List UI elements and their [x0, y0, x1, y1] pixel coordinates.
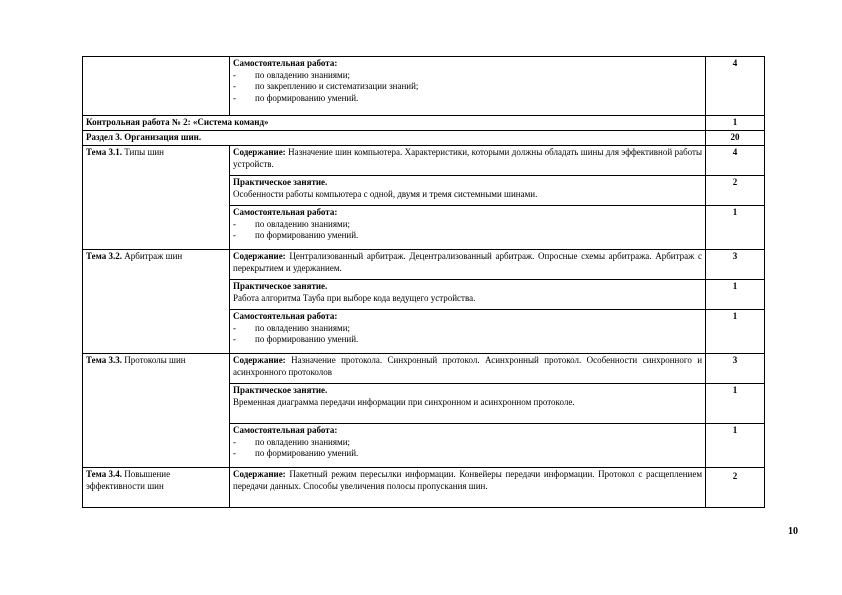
- topic-number: Тема 3.1.: [86, 147, 122, 157]
- table-row: [83, 57, 765, 116]
- hours-cell: 3: [706, 250, 765, 280]
- table-row: [83, 468, 765, 508]
- content-label: Содержание:: [233, 251, 286, 261]
- self-study-cell: [230, 206, 706, 250]
- practice-text: Временная диаграмма передачи информации при синхронном и асинхронном протоколе.: [233, 396, 575, 407]
- hours-cell: 1: [706, 116, 765, 131]
- content-text: Пакетный режим пересылки информации. Конвейеры передачи информации. Протокол с расщеплением передачи данных. Способы увеличения полосы пропускания шин.: [233, 469, 703, 491]
- content-text: Централизованный арбитраж. Децентрализованный арбитраж. Опросные схемы арбитража. Арбитраж с перекрытием и удержанием.: [233, 251, 703, 273]
- section-title: Раздел 3. Организация шин.: [83, 131, 706, 146]
- list-item: - по формированию умений.: [233, 334, 359, 344]
- content-cell: [230, 468, 706, 508]
- practice-cell: [230, 280, 706, 310]
- content-cell: [230, 354, 706, 384]
- content-text: Назначение шин компьютера. Характеристики, которыми должны обладать шины для эффективной работы устройств.: [233, 147, 703, 169]
- self-study-cell: [230, 310, 706, 354]
- topic-cell: [83, 146, 230, 250]
- list-item: - по овладению знаниями;: [233, 69, 351, 80]
- content-label: Содержание:: [233, 355, 286, 365]
- topic-name: Протоколы шин: [124, 355, 186, 365]
- topic-cell: [83, 468, 230, 508]
- topic-name: Типы шин: [124, 147, 165, 157]
- practice-text: Работа алгоритма Тауба при выборе кода ведущего устройства.: [233, 292, 476, 303]
- topic-number: Тема 3.2.: [86, 251, 122, 261]
- topic-cell: [83, 354, 230, 468]
- practice-label: Практическое занятие.: [233, 281, 328, 291]
- table-row: [83, 131, 765, 146]
- list-item: - по овладению знаниями;: [233, 436, 351, 447]
- content-cell: [230, 250, 706, 280]
- hours-cell: 2: [706, 468, 765, 508]
- list-item: - по формированию умений.: [233, 448, 359, 458]
- table-row: [83, 354, 765, 384]
- self-study-heading: Самостоятельная работа:: [233, 58, 338, 68]
- content-label: Содержание:: [233, 147, 286, 157]
- topic-name: Арбитраж шин: [124, 251, 183, 261]
- hours-cell: 1: [706, 310, 765, 354]
- table-row: [83, 116, 765, 131]
- self-study-cell: [230, 424, 706, 468]
- list-item: - по закреплению и систематизации знаний;: [233, 81, 419, 91]
- practice-cell: [230, 176, 706, 206]
- hours-cell: 4: [706, 57, 765, 116]
- hours-cell: 1: [706, 206, 765, 250]
- curriculum-table: [82, 56, 765, 508]
- list-item: - по формированию умений.: [233, 92, 359, 103]
- topic-cell: [83, 250, 230, 354]
- self-study-heading: Самостоятельная работа:: [233, 311, 338, 321]
- page-number: 10: [788, 526, 798, 537]
- hours-cell: 3: [706, 354, 765, 384]
- table-row: [83, 250, 765, 280]
- hours-cell: 20: [706, 131, 765, 146]
- self-study-cell: [230, 57, 706, 116]
- self-study-heading: Самостоятельная работа:: [233, 207, 338, 217]
- list-item: - по овладению знаниями;: [233, 218, 351, 229]
- table-row: [83, 146, 765, 176]
- topic-number: Тема 3.3.: [86, 355, 122, 365]
- topic-number: Тема 3.4.: [86, 469, 122, 479]
- practice-label: Практическое занятие.: [233, 177, 328, 187]
- hours-cell: 1: [706, 280, 765, 310]
- self-study-heading: Самостоятельная работа:: [233, 425, 338, 435]
- practice-cell: [230, 384, 706, 424]
- list-item: - по формированию умений.: [233, 230, 359, 240]
- practice-text: Особенности работы компьютера с одной, двумя и тремя системными шинами.: [233, 188, 538, 199]
- content-cell: [230, 146, 706, 176]
- topic-cell-empty: [83, 57, 230, 116]
- content-label: Содержание:: [233, 469, 286, 479]
- list-item: - по овладению знаниями;: [233, 322, 351, 333]
- topic-name: Повышение эффективности шин: [86, 469, 171, 491]
- hours-cell: 1: [706, 384, 765, 424]
- hours-cell: 2: [706, 176, 765, 206]
- hours-cell: 1: [706, 424, 765, 468]
- content-text: Назначение протокола. Синхронный протокол. Асинхронный протокол. Особенности синхронного и асинхронного протоколов: [233, 355, 703, 377]
- control-work-title: Контрольная работа № 2: «Система команд»: [83, 116, 706, 131]
- hours-cell: 4: [706, 146, 765, 176]
- practice-label: Практическое занятие.: [233, 385, 328, 395]
